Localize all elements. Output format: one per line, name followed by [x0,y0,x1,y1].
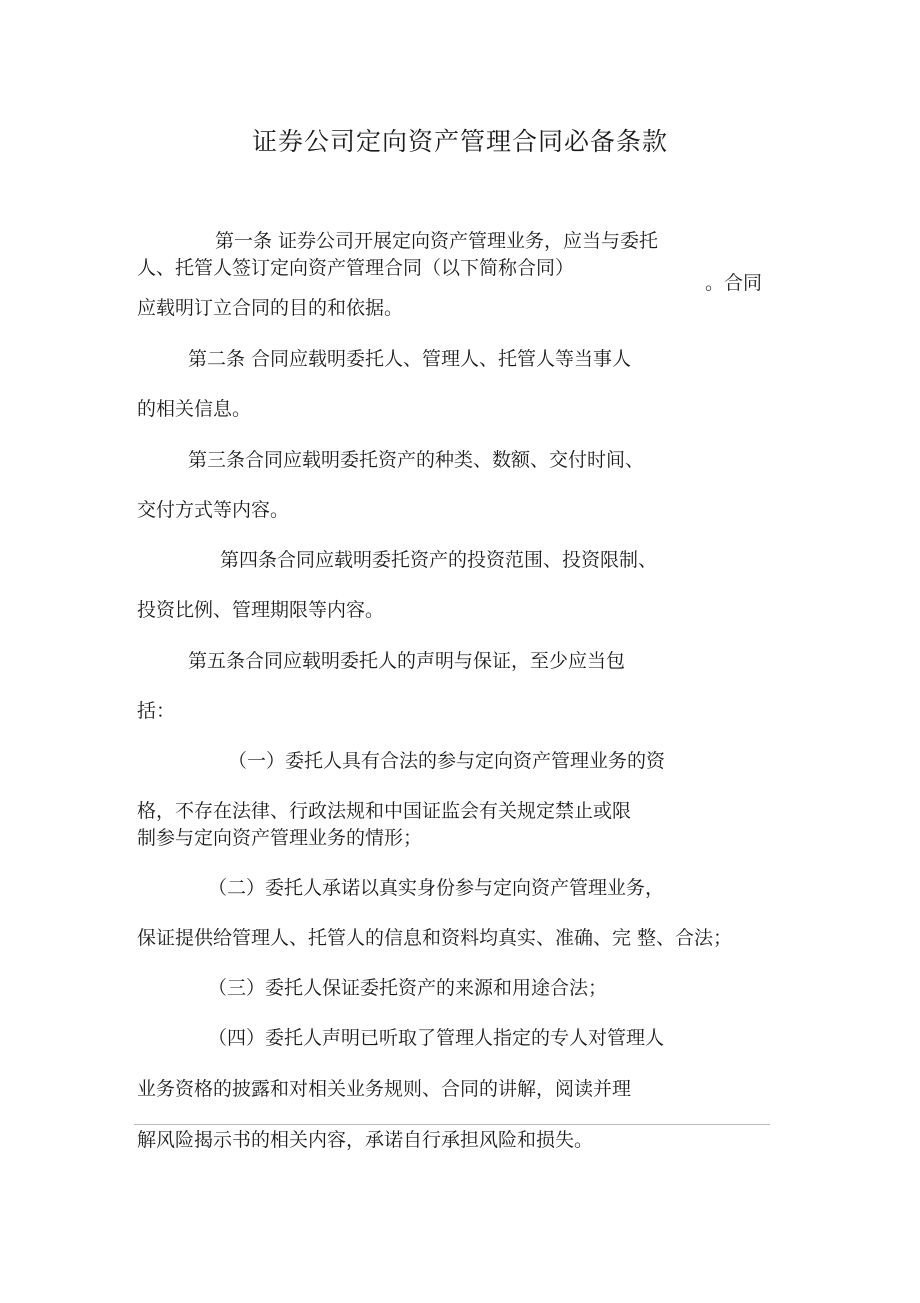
clause-1-line-2: 格，不存在法律、行政法规和中国证监会有关规定禁止或限 [137,800,632,822]
article-3-line-2: 交付方式等内容。 [137,499,290,521]
article-1-line-2: 人、托管人签订定向资产管理合同（以下简称合同） [137,257,575,279]
clause-2-line-2: 保证提供给管理人、托管人的信息和资料均真实、准确、完 整、合法； [137,927,733,949]
clause-3-line-1: （三）委托人保证委托资产的来源和用途合法； [208,977,608,999]
document-title: 证券公司定向资产管理合同必备条款 [251,127,668,156]
article-4-line-1: 第四条合同应载明委托资产的投资范围、投资限制、 [220,549,658,571]
article-5-line-2: 括： [137,700,176,722]
clause-4-line-1: （四）委托人声明已听取了管理人指定的专人对管理人 [208,1027,665,1049]
clause-1-line-1: （一）委托人具有合法的参与定向资产管理业务的资 [228,750,666,772]
clause-4-line-2: 业务资格的披露和对相关业务规则、合同的讲解，阅读并理 [137,1078,632,1100]
article-2-line-1: 第二条 合同应载明委托人、管理人、托管人等当事人 [188,348,632,370]
clause-2-line-1: （二）委托人承诺以真实身份参与定向资产管理业务， [208,877,665,899]
article-2-line-2: 的相关信息。 [137,398,252,420]
article-4-line-2: 投资比例、管理期限等内容。 [137,599,385,621]
divider-line [134,1124,770,1125]
article-3-line-1: 第三条合同应载明委托资产的种类、数额、交付时间、 [188,449,645,471]
article-1-line-1: 第一条 证券公司开展定向资产管理业务，应当与委托 [215,230,659,252]
clause-4-line-3: 解风险揭示书的相关内容，承诺自行承担风险和损失。 [137,1129,594,1151]
clause-1-line-3: 制参与定向资产管理业务的情形； [137,827,423,849]
article-1-line-2-tail: 。合同 [705,272,763,294]
article-5-line-1: 第五条合同应载明委托人的声明与保证，至少应当包 [188,650,626,672]
article-1-line-3: 应载明订立合同的目的和依据。 [137,297,404,319]
